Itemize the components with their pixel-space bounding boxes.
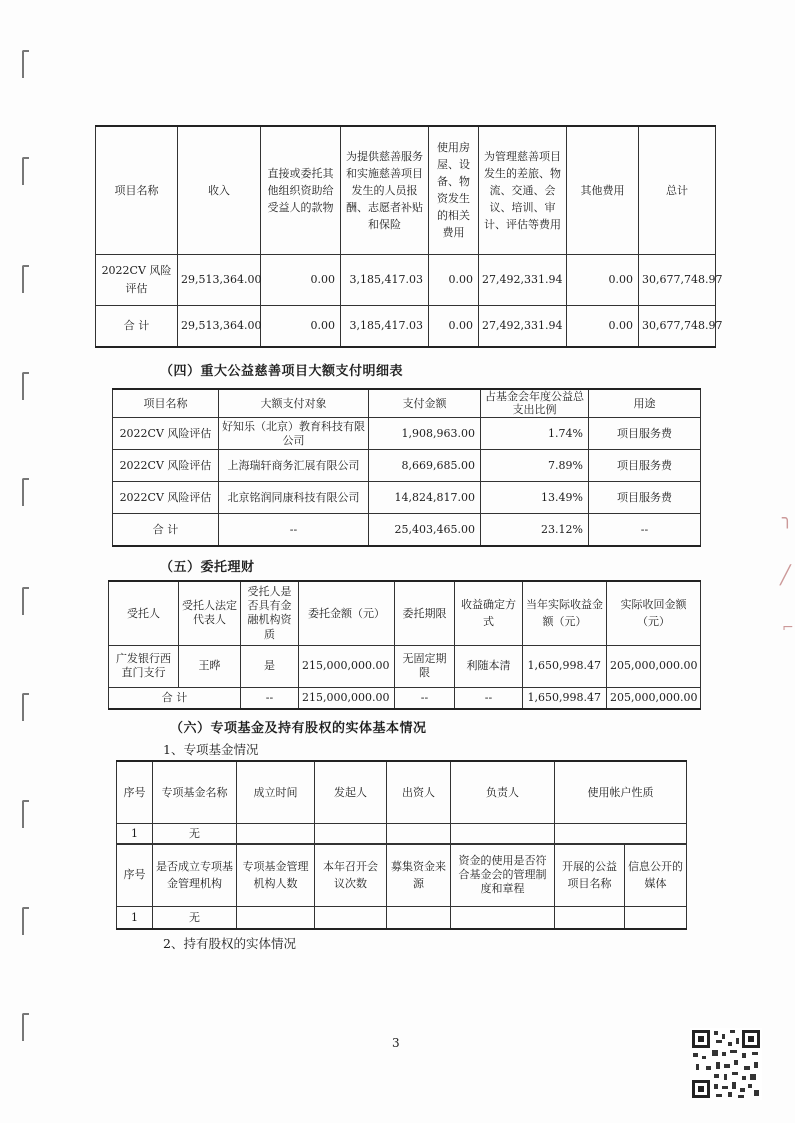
header-cell: 大额支付对象 [219,389,369,418]
table-cell: -- [589,514,701,546]
table-cell: 1,650,998.47 [523,645,607,687]
header-cell: 其他费用 [567,126,639,254]
table-cell: 1 [117,907,153,929]
table-cell [237,823,315,844]
binder-hole-mark [22,587,29,615]
table-cell: 北京铭润同康科技有限公司 [219,482,369,514]
header-cell: 受托人 [109,581,179,645]
binder-hole-mark [22,478,29,506]
table-cell: 215,000,000.00 [299,645,395,687]
header-cell: 成立时间 [237,761,315,823]
table-cell: 1,908,963.00 [369,418,481,450]
header-cell: 项目名称 [96,126,178,254]
section6-title: （六）专项基金及持有股权的实体基本情况 [170,721,427,736]
special-fund-management-table [116,843,687,930]
header-cell: 负责人 [451,761,555,823]
header-cell: 信息公开的媒体 [625,844,687,907]
table-row [117,907,687,929]
binder-hole-mark [22,800,29,828]
large-payment-table [112,388,701,547]
table-cell: 29,513,364.00 [178,305,261,347]
qr-code-icon [690,1028,762,1100]
header-cell: 发起人 [315,761,387,823]
table-cell [237,907,315,929]
binder-hole-mark [22,265,29,293]
table-cell: 8,669,685.00 [369,450,481,482]
header-cell: 为管理慈善项目发生的差旅、物流、交通、会议、培训、审计、评估等费用 [479,126,567,254]
header-cell: 是否成立专项基金管理机构 [153,844,237,907]
table-cell: 无 [153,823,237,844]
table-cell: 29,513,364.00 [178,254,261,305]
expense-table [95,125,723,348]
table-cell [555,823,687,844]
header-cell: 支付金额 [369,389,481,418]
binder-hole-mark [22,372,29,400]
table-cell: 30,677,748.97 [639,305,716,347]
header-cell: 收入 [178,126,261,254]
stamp-fragment: ╮ [782,508,793,529]
table-cell: 2022CV 风险评估 [113,450,219,482]
table-cell: 1 [117,823,153,844]
header-cell: 占基金会年度公益总支出比例 [481,389,589,418]
table-cell: 23.12% [481,514,589,546]
table-header-row [96,126,716,254]
table-row [117,823,687,844]
header-cell: 专项基金名称 [153,761,237,823]
header-cell: 项目名称 [113,389,219,418]
table-cell: 215,000,000.00 [299,687,395,709]
table-cell: -- [241,687,299,709]
table-cell: 0.00 [567,254,639,305]
header-cell: 本年召开会议次数 [315,844,387,907]
table-cell [555,907,625,929]
header-cell: 受托人法定代表人 [179,581,241,645]
header-cell: 委托金额（元） [299,581,395,645]
table-cell: -- [219,514,369,546]
table-cell: 王晔 [179,645,241,687]
section4-title: （四）重大公益慈善项目大额支付明细表 [160,364,404,379]
table-cell: 合 计 [96,305,178,347]
header-cell: 委托期限 [395,581,455,645]
table-cell: 2022CV 风险评估 [113,482,219,514]
table-cell: 广发银行西直门支行 [109,645,179,687]
table-header-row [109,581,701,645]
header-cell: 开展的公益项目名称 [555,844,625,907]
table-total-row [113,514,701,546]
table-cell [315,907,387,929]
table-row [113,482,701,514]
table-cell: 好知乐（北京）教育科技有限公司 [219,418,369,450]
table-cell [387,907,451,929]
table-cell: 0.00 [429,254,479,305]
special-fund-table [116,760,687,845]
binder-hole-mark [22,1013,29,1041]
table-header-row [113,389,701,418]
binder-hole-mark [22,157,29,185]
binder-hole-mark [22,693,29,721]
table-cell: 205,000,000.00 [607,645,701,687]
table-cell: 2022CV 风险评估 [96,254,178,305]
table-cell: 无 [153,907,237,929]
table-row [113,418,701,450]
table-cell: 13.49% [481,482,589,514]
section6-sub2: 2、持有股权的实体情况 [163,936,296,951]
section6-sub1: 1、专项基金情况 [163,742,259,757]
stamp-fragment: ⌐ [782,620,794,636]
table-cell: 0.00 [567,305,639,347]
table-cell: 30,677,748.97 [639,254,716,305]
table-header-row [117,761,687,823]
table-total-row [96,305,716,347]
table-cell [315,823,387,844]
table-cell: 是 [241,645,299,687]
table-cell: -- [455,687,523,709]
table-cell [451,907,555,929]
table-cell: 3,185,417.03 [341,254,429,305]
header-cell: 资金的使用是否符合基金会的管理制度和章程 [451,844,555,907]
table-cell: 合 计 [109,687,241,709]
table-cell: 25,403,465.00 [369,514,481,546]
table-header-row [117,844,687,907]
header-cell: 为提供慈善服务和实施慈善项目发生的人员报酬、志愿者补贴和保险 [341,126,429,254]
table-cell [625,907,687,929]
table-cell: 合 计 [113,514,219,546]
header-cell: 受托人是否具有金融机构资质 [241,581,299,645]
table-cell: 0.00 [261,254,341,305]
table-cell: 项目服务费 [589,450,701,482]
table-cell: 1.74% [481,418,589,450]
table-cell: 27,492,331.94 [479,305,567,347]
table-cell: 2022CV 风险评估 [113,418,219,450]
table-cell: 项目服务费 [589,482,701,514]
table-row [96,254,716,305]
table-cell: 1,650,998.47 [523,687,607,709]
stamp-fragment: ╱ [780,565,791,586]
table-cell [451,823,555,844]
header-cell: 序号 [117,844,153,907]
table-cell: -- [395,687,455,709]
table-cell: 0.00 [261,305,341,347]
table-cell: 205,000,000.00 [607,687,701,709]
binder-hole-mark [22,50,29,78]
table-cell: 7.89% [481,450,589,482]
header-cell: 序号 [117,761,153,823]
entrusted-finance-table [108,580,701,710]
header-cell: 当年实际收益金额（元） [523,581,607,645]
header-cell: 使用帐户性质 [555,761,687,823]
header-cell: 总计 [639,126,716,254]
header-cell: 使用房屋、设备、物资发生的相关费用 [429,126,479,254]
binder-hole-mark [22,907,29,935]
header-cell: 专项基金管理机构人数 [237,844,315,907]
table-cell: 上海瑞轩商务汇展有限公司 [219,450,369,482]
table-cell: 14,824,817.00 [369,482,481,514]
table-cell: 27,492,331.94 [479,254,567,305]
table-row [109,645,701,687]
table-cell: 3,185,417.03 [341,305,429,347]
header-cell: 实际收回金额（元） [607,581,701,645]
section5-title: （五）委托理财 [160,560,255,575]
table-total-row [109,687,701,709]
header-cell: 直接或委托其他组织资助给受益人的款物 [261,126,341,254]
table-cell: 利随本清 [455,645,523,687]
table-row [113,450,701,482]
table-cell [387,823,451,844]
header-cell: 用途 [589,389,701,418]
table-cell: 0.00 [429,305,479,347]
header-cell: 收益确定方式 [455,581,523,645]
table-cell: 项目服务费 [589,418,701,450]
header-cell: 募集资金来源 [387,844,451,907]
header-cell: 出资人 [387,761,451,823]
page-number: 3 [392,1036,400,1050]
table-cell: 无固定期限 [395,645,455,687]
